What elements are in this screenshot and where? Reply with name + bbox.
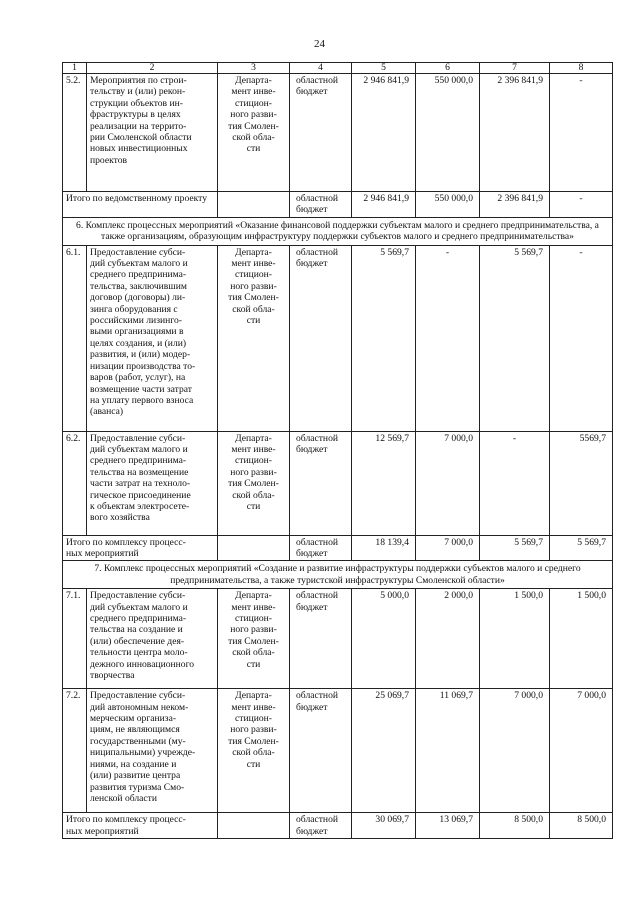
section-6-heading: 6. Комплекс процессных мероприятий «Оказание финансовой поддержки субъектам малого и среднего предпринимательства, а также организациям, образующим инфраструктуру поддержки субъектов малого и среднего предпринимательства» [63, 217, 613, 245]
column-number: 3 [218, 63, 290, 74]
total-funding-source: областной бюджет [290, 192, 352, 218]
column-number: 5 [352, 63, 416, 74]
row-number: 6.1. [63, 245, 87, 431]
row-value-col8: 7 000,0 [550, 689, 613, 813]
row-description: Предоставление субси- дий субъектам малого и среднего предпринима- тельства, заключившим договор (договоры) ли- зинга оборудования с российскими лизинго- выми организациями в целях создания, и (или) развития, и (или) модер- низации производства то- варов (работ, услуг), на возмещение части затрат на уплату первого взноса (аванса) [87, 245, 218, 431]
row-value-col7: 7 000,0 [480, 689, 550, 813]
total-value-col8: 5 569,7 [550, 535, 613, 561]
empty-cell [218, 813, 290, 839]
row-value-col7: 1 500,0 [480, 589, 550, 689]
row-value-col6: 11 069,7 [416, 689, 480, 813]
total-value-col7: 2 396 841,9 [480, 192, 550, 218]
total-row-department-project [63, 192, 613, 218]
row-number: 5.2. [63, 74, 87, 192]
row-value-col6: 550 000,0 [416, 74, 480, 192]
total-row-complex-6 [63, 535, 613, 561]
row-value-col8: 1 500,0 [550, 589, 613, 689]
total-label: Итого по комплексу процесс- ных мероприятий [63, 535, 218, 561]
row-funding-source: областной бюджет [290, 689, 352, 813]
total-value-col5: 18 139,4 [352, 535, 416, 561]
row-funding-source: областной бюджет [290, 589, 352, 689]
row-value-col7: - [480, 431, 550, 535]
column-number: 4 [290, 63, 352, 74]
row-department: Департа- мент инве- стицион- ного разви- тия Смолен- ской обла- сти [218, 689, 290, 813]
row-department: Департа- мент инве- стицион- ного разви- тия Смолен- ской обла- сти [218, 74, 290, 192]
row-number: 6.2. [63, 431, 87, 535]
row-value-col5: 25 069,7 [352, 689, 416, 813]
total-funding-source: областной бюджет [290, 813, 352, 839]
section-6-heading-row [63, 217, 613, 245]
row-value-col6: 7 000,0 [416, 431, 480, 535]
total-label: Итого по комплексу процесс- ных мероприятий [63, 813, 218, 839]
row-value-col7: 2 396 841,9 [480, 74, 550, 192]
row-value-col8: - [550, 245, 613, 431]
row-value-col7: 5 569,7 [480, 245, 550, 431]
page-number: 24 [314, 38, 325, 50]
row-department: Департа- мент инве- стицион- ного разви- тия Смолен- ской обла- сти [218, 245, 290, 431]
total-funding-source: областной бюджет [290, 535, 352, 561]
total-value-col5: 2 946 841,9 [352, 192, 416, 218]
column-number: 6 [416, 63, 480, 74]
table-row-6-1 [63, 245, 613, 431]
section-7-heading-row [63, 561, 613, 589]
budget-table [62, 62, 613, 839]
empty-cell [218, 192, 290, 218]
row-funding-source: областной бюджет [290, 74, 352, 192]
table-row-6-2 [63, 431, 613, 535]
row-value-col5: 2 946 841,9 [352, 74, 416, 192]
total-label: Итого по ведомственному проекту [63, 192, 218, 218]
row-value-col8: - [550, 74, 613, 192]
row-department: Департа- мент инве- стицион- ного разви- тия Смолен- ской обла- сти [218, 589, 290, 689]
row-number: 7.2. [63, 689, 87, 813]
row-value-col5: 12 569,7 [352, 431, 416, 535]
row-value-col6: - [416, 245, 480, 431]
total-value-col8: 8 500,0 [550, 813, 613, 839]
table-row-7-2 [63, 689, 613, 813]
total-value-col6: 13 069,7 [416, 813, 480, 839]
empty-cell [218, 535, 290, 561]
row-description: Предоставление субси- дий субъектам малого и среднего предпринима- тельства на возмещение части затрат на техноло- гическое присоединение к объектам электросете- вого хозяйства [87, 431, 218, 535]
total-value-col5: 30 069,7 [352, 813, 416, 839]
row-funding-source: областной бюджет [290, 431, 352, 535]
row-description: Предоставление субси- дий автономным неком- мерческим организа- циям, не являющимся государственными (му- ниципальными) учрежде- ниями, на создание и (или) развитие центра развития туризма Смо- ленской области [87, 689, 218, 813]
column-number: 1 [63, 63, 87, 74]
section-7-heading: 7. Комплекс процессных мероприятий «Создание и развитие инфраструктуры поддержки субъектов малого и среднего предпринимательства, а также туристской инфраструктуры Смоленской области» [63, 561, 613, 589]
row-department: Департа- мент инве- стицион- ного разви- тия Смолен- ской обла- сти [218, 431, 290, 535]
total-row-complex-7 [63, 813, 613, 839]
column-number: 2 [87, 63, 218, 74]
row-number: 7.1. [63, 589, 87, 689]
row-value-col5: 5 569,7 [352, 245, 416, 431]
table-row-5-2 [63, 74, 613, 192]
total-value-col6: 550 000,0 [416, 192, 480, 218]
row-funding-source: областной бюджет [290, 245, 352, 431]
column-number-row [63, 63, 613, 74]
total-value-col8: - [550, 192, 613, 218]
row-value-col8: 5569,7 [550, 431, 613, 535]
table-row-7-1 [63, 589, 613, 689]
row-value-col5: 5 000,0 [352, 589, 416, 689]
total-value-col7: 5 569,7 [480, 535, 550, 561]
row-description: Предоставление субси- дий субъектам малого и среднего предпринима- тельства на создание и (или) обеспечение дея- тельности центра моло- дежного инновационного творчества [87, 589, 218, 689]
column-number: 7 [480, 63, 550, 74]
total-value-col6: 7 000,0 [416, 535, 480, 561]
row-description: Мероприятия по строи- тельству и (или) рекон- струкции объектов ин- фраструктуры в целях реализации на террито- рии Смоленской области новых инвестиционных проектов [87, 74, 218, 192]
column-number: 8 [550, 63, 613, 74]
row-value-col6: 2 000,0 [416, 589, 480, 689]
total-value-col7: 8 500,0 [480, 813, 550, 839]
